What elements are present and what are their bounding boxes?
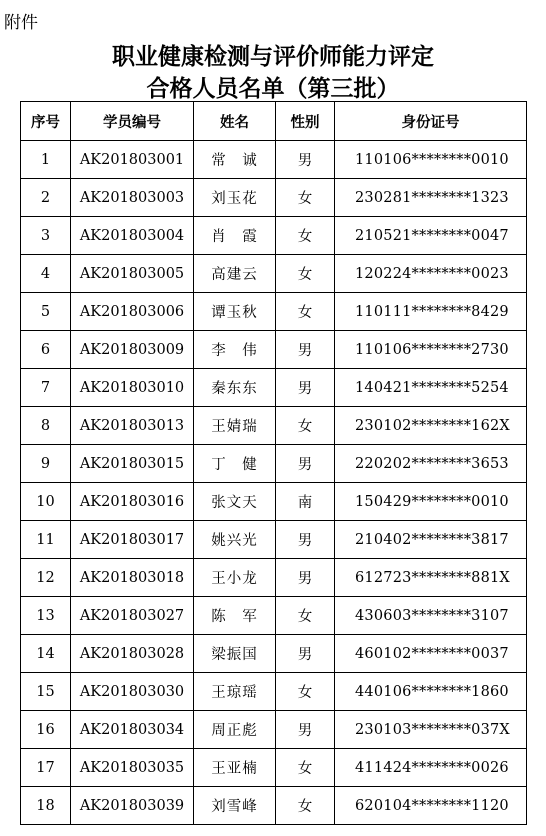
name-cell: 陈 军	[194, 597, 276, 635]
name-cell: 梁振国	[194, 635, 276, 673]
serial-number-cell: 11	[21, 521, 71, 559]
id-card-number-cell: 210521********0047	[335, 217, 527, 255]
serial-number-cell: 9	[21, 445, 71, 483]
name-cell: 丁 健	[194, 445, 276, 483]
student-id-cell: AK201803034	[71, 711, 194, 749]
id-card-number-cell: 210402********3817	[335, 521, 527, 559]
table-row	[21, 217, 527, 255]
gender-cell: 男	[276, 559, 335, 597]
table-row	[21, 673, 527, 711]
qualified-personnel-table	[20, 101, 527, 825]
name-cell: 常 诚	[194, 141, 276, 179]
name-cell: 张文天	[194, 483, 276, 521]
table-row	[21, 141, 527, 179]
table-body	[21, 141, 527, 825]
id-card-number-cell: 110106********0010	[335, 141, 527, 179]
name-cell: 李 伟	[194, 331, 276, 369]
name-cell: 王亚楠	[194, 749, 276, 787]
student-id-cell: AK201803016	[71, 483, 194, 521]
name-cell: 王琼瑶	[194, 673, 276, 711]
gender-cell: 男	[276, 521, 335, 559]
serial-number-cell: 1	[21, 141, 71, 179]
name-cell: 刘雪峰	[194, 787, 276, 825]
serial-number-cell: 12	[21, 559, 71, 597]
serial-number-cell: 4	[21, 255, 71, 293]
id-card-number-cell: 220202********3653	[335, 445, 527, 483]
student-id-cell: AK201803006	[71, 293, 194, 331]
name-cell: 秦东东	[194, 369, 276, 407]
serial-number-cell: 17	[21, 749, 71, 787]
id-card-number-cell: 411424********0026	[335, 749, 527, 787]
name-cell: 姚兴光	[194, 521, 276, 559]
name-cell: 周正彪	[194, 711, 276, 749]
name-cell: 王小龙	[194, 559, 276, 597]
gender-cell: 女	[276, 293, 335, 331]
serial-number-cell: 3	[21, 217, 71, 255]
gender-cell: 男	[276, 445, 335, 483]
gender-cell: 男	[276, 331, 335, 369]
table-row	[21, 445, 527, 483]
table-row	[21, 787, 527, 825]
id-card-number-cell: 460102********0037	[335, 635, 527, 673]
id-card-number-cell: 150429********0010	[335, 483, 527, 521]
serial-number-cell: 2	[21, 179, 71, 217]
table-row	[21, 711, 527, 749]
table-row	[21, 635, 527, 673]
table-row	[21, 749, 527, 787]
header-serial-number: 序号	[21, 102, 71, 141]
name-cell: 肖 霞	[194, 217, 276, 255]
gender-cell: 南	[276, 483, 335, 521]
header-id-card-number: 身份证号	[335, 102, 527, 141]
student-id-cell: AK201803018	[71, 559, 194, 597]
table-row	[21, 369, 527, 407]
gender-cell: 女	[276, 217, 335, 255]
table-row	[21, 331, 527, 369]
id-card-number-cell: 120224********0023	[335, 255, 527, 293]
gender-cell: 女	[276, 179, 335, 217]
student-id-cell: AK201803005	[71, 255, 194, 293]
gender-cell: 女	[276, 749, 335, 787]
header-name: 姓名	[194, 102, 276, 141]
serial-number-cell: 18	[21, 787, 71, 825]
header-student-id: 学员编号	[71, 102, 194, 141]
student-id-cell: AK201803015	[71, 445, 194, 483]
attachment-label: 附件	[4, 13, 38, 33]
student-id-cell: AK201803030	[71, 673, 194, 711]
gender-cell: 女	[276, 673, 335, 711]
name-cell: 高建云	[194, 255, 276, 293]
serial-number-cell: 5	[21, 293, 71, 331]
gender-cell: 男	[276, 141, 335, 179]
student-id-cell: AK201803017	[71, 521, 194, 559]
gender-cell: 男	[276, 635, 335, 673]
student-id-cell: AK201803004	[71, 217, 194, 255]
student-id-cell: AK201803027	[71, 597, 194, 635]
name-cell: 刘玉花	[194, 179, 276, 217]
id-card-number-cell: 440106********1860	[335, 673, 527, 711]
gender-cell: 女	[276, 787, 335, 825]
gender-cell: 男	[276, 369, 335, 407]
name-cell: 谭玉秋	[194, 293, 276, 331]
serial-number-cell: 15	[21, 673, 71, 711]
student-id-cell: AK201803001	[71, 141, 194, 179]
serial-number-cell: 10	[21, 483, 71, 521]
serial-number-cell: 8	[21, 407, 71, 445]
student-id-cell: AK201803039	[71, 787, 194, 825]
id-card-number-cell: 230281********1323	[335, 179, 527, 217]
serial-number-cell: 6	[21, 331, 71, 369]
header-gender: 性别	[276, 102, 335, 141]
id-card-number-cell: 110111********8429	[335, 293, 527, 331]
serial-number-cell: 14	[21, 635, 71, 673]
serial-number-cell: 13	[21, 597, 71, 635]
gender-cell: 女	[276, 255, 335, 293]
gender-cell: 女	[276, 597, 335, 635]
table-row	[21, 407, 527, 445]
id-card-number-cell: 230103********037X	[335, 711, 527, 749]
serial-number-cell: 7	[21, 369, 71, 407]
id-card-number-cell: 620104********1120	[335, 787, 527, 825]
student-id-cell: AK201803035	[71, 749, 194, 787]
student-id-cell: AK201803013	[71, 407, 194, 445]
document-title-line-2: 合格人员名单（第三批）	[146, 76, 400, 102]
gender-cell: 女	[276, 407, 335, 445]
gender-cell: 男	[276, 711, 335, 749]
student-id-cell: AK201803028	[71, 635, 194, 673]
id-card-number-cell: 230102********162X	[335, 407, 527, 445]
id-card-number-cell: 140421********5254	[335, 369, 527, 407]
table-row	[21, 521, 527, 559]
table-row	[21, 597, 527, 635]
id-card-number-cell: 430603********3107	[335, 597, 527, 635]
name-cell: 王婧瑞	[194, 407, 276, 445]
table-row	[21, 483, 527, 521]
student-id-cell: AK201803010	[71, 369, 194, 407]
table-row	[21, 559, 527, 597]
student-id-cell: AK201803003	[71, 179, 194, 217]
document-title-line-1: 职业健康检测与评价师能力评定	[112, 44, 434, 70]
serial-number-cell: 16	[21, 711, 71, 749]
table-row	[21, 293, 527, 331]
id-card-number-cell: 110106********2730	[335, 331, 527, 369]
id-card-number-cell: 612723********881X	[335, 559, 527, 597]
table-header-row	[21, 102, 527, 141]
table-row	[21, 179, 527, 217]
student-id-cell: AK201803009	[71, 331, 194, 369]
table-row	[21, 255, 527, 293]
